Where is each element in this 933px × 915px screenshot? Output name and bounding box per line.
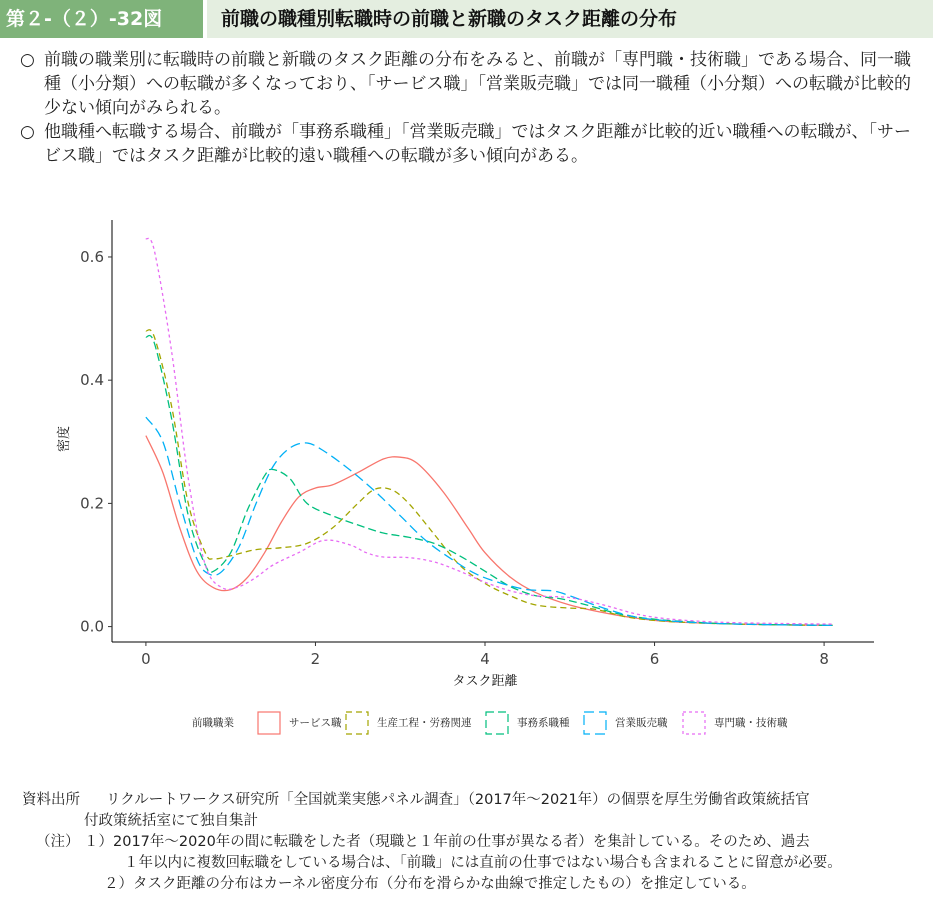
note-row-2 — [22, 874, 922, 895]
x-tick-label: 6 — [649, 650, 660, 668]
legend-key-2 — [346, 712, 368, 734]
legend-key-3 — [486, 712, 508, 734]
source-text-2: 付政策統括室にて独自集計 — [84, 813, 258, 829]
legend-title: 前職職業 — [192, 717, 234, 729]
y-tick-label: 0.0 — [80, 617, 104, 636]
bullet-1 — [20, 48, 915, 120]
chart-svg — [0, 200, 933, 760]
note-1b: １年以内に複数回転職をしている場合は、「前職」には直前の仕事ではない場合も含まれることに留意が必要。 — [124, 855, 842, 871]
note-row-1b — [22, 853, 922, 874]
y-tick-label: 0.2 — [80, 494, 104, 513]
bullet-text: 前職の職業別に転職時の前職と新職のタスク距離の分布をみると、前職が「専門職・技術職」である場合、同一職種（小分類）への転職が多くなっており、「サービス職」「営業販売職」では同一職種（小分類）への転職が比較的少ない傾向がみられる。 — [44, 50, 911, 118]
bullet-mark: ○ — [20, 50, 35, 70]
legend-label-2: 生産工程・労務関連 — [377, 717, 472, 729]
series-line-1 — [146, 436, 833, 626]
y-tick-label: 0.6 — [80, 247, 104, 266]
source-label: 資料出所 — [22, 792, 80, 808]
note-1a: １）2017年～2020年の間に転職をした者（現職と１年前の仕事が異なる者）を集計している。そのため、過去 — [84, 834, 810, 850]
legend-key-1 — [258, 712, 280, 734]
y-axis-title: 密度 — [57, 425, 72, 453]
figure-title: 前職の職種別転職時の前職と新職のタスク距離の分布 — [207, 0, 933, 38]
legend-label-1: サービス職 — [289, 717, 342, 729]
y-tick-label: 0.4 — [80, 371, 104, 390]
figure-number: 第２-（２）-32図 — [0, 0, 203, 38]
x-tick-label: 2 — [310, 650, 321, 668]
legend-label-5: 専門職・技術職 — [714, 717, 788, 729]
legend-key-4 — [584, 712, 606, 734]
x-tick-label: 4 — [480, 650, 490, 668]
bullet-mark: ○ — [20, 122, 35, 142]
figure-header — [0, 0, 933, 38]
source-notes — [22, 790, 922, 895]
legend-label-3: 事務系職種 — [517, 717, 570, 729]
note-2: ２）タスク距離の分布はカーネル密度分布（分布を滑らかな曲線で推定したもの）を推定している。 — [104, 876, 756, 892]
x-tick-label: 8 — [819, 650, 829, 668]
source-text-1: リクルートワークス研究所「全国就業実態パネル調査」（2017年～2021年）の個票を厚生労働省政策統括官 — [106, 792, 810, 808]
legend-key-5 — [683, 712, 705, 734]
bullet-text: 他職種へ転職する場合、前職が「事務系職種」「営業販売職」ではタスク距離が比較的近い職種への転職が、「サービス職」ではタスク距離が比較的遠い職種への転職が多い傾向がある。 — [44, 122, 911, 166]
series-line-5 — [146, 238, 833, 624]
series-line-4 — [146, 417, 833, 625]
note-row-1 — [22, 832, 922, 853]
bullet-2 — [20, 120, 915, 168]
series-line-3 — [146, 336, 833, 626]
series-line-2 — [146, 330, 833, 626]
source-row — [22, 790, 922, 811]
summary-bullets — [20, 48, 915, 168]
x-axis-title: タスク距離 — [452, 674, 518, 689]
legend-label-4: 営業販売職 — [615, 717, 668, 729]
density-chart — [0, 200, 933, 760]
note-label: （注） — [36, 834, 80, 850]
source-row-2 — [22, 811, 922, 832]
x-tick-label: 0 — [141, 650, 151, 668]
